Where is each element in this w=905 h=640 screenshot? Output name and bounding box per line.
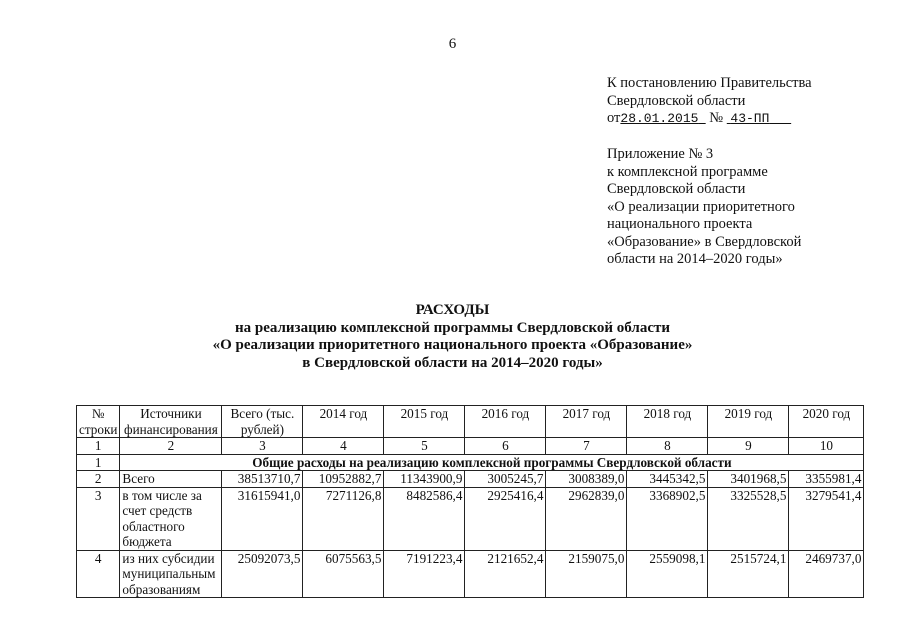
year-cell: 3445342,5 [627,471,708,488]
decree-reference [607,75,812,128]
year-cell: 11343900,9 [384,471,465,488]
year-cell: 2962839,0 [546,487,627,550]
table-row [77,471,864,488]
column-number: 8 [627,438,708,455]
header-cell: 2019 год [708,406,789,438]
total-cell: 38513710,7 [222,471,303,488]
appendix-line: Свердловской области [607,181,746,197]
year-cell: 2159075,0 [546,550,627,598]
funding-source: в том числе за счет средств областного бюджета [120,487,222,550]
appendix-line: «Образование» в Свердловской [607,233,802,250]
decree-line-1: К постановлению Правительства [607,75,812,91]
header-cell: 2016 год [465,406,546,438]
header-cell: 2020 год [789,406,864,438]
total-cell: 31615941,0 [222,487,303,550]
year-cell: 3355981,4 [789,471,864,488]
appendix-line: Приложение № 3 [607,146,714,162]
header-cell: 2017 год [546,406,627,438]
decree-line-2: Свердловской области [607,92,746,109]
section-title: Общие расходы на реализацию комплексной программы Свердловской области [120,454,864,471]
appendix-line: «О реализации приоритетного [607,198,795,215]
table-row [77,487,864,550]
row-number: 2 [77,471,120,488]
section-row [77,454,864,471]
document-title [0,302,905,372]
decree-number: 43-ПП [730,111,770,126]
column-number: 10 [789,438,864,455]
row-number: 4 [77,550,120,598]
header-cell: Источники финансирования [120,406,222,438]
year-cell: 2121652,4 [465,550,546,598]
year-cell: 3401968,5 [708,471,789,488]
appendix-heading [607,146,801,269]
decree-date: 28.01.2015 [620,111,699,126]
header-cell: 2014 год [303,406,384,438]
funding-source: из них субсидии муниципальным образованиям [120,550,222,598]
year-cell: 3279541,4 [789,487,864,550]
header-cell: 2015 год [384,406,465,438]
year-cell: 2469737,0 [789,550,864,598]
appendix-line: национального проекта [607,216,753,232]
page-number: 6 [448,36,457,52]
header-cell: № строки [77,406,120,438]
title-line: на реализацию комплексной программы Свердловской области [234,319,671,336]
title-line: в Свердловской области на 2014–2020 годы» [302,354,603,371]
column-number: 3 [222,438,303,455]
year-cell: 10952882,7 [303,471,384,488]
appendix-line: области на 2014–2020 годы» [607,251,783,267]
funding-source: Всего [120,471,222,488]
column-number: 6 [465,438,546,455]
column-number-row [77,438,864,455]
column-number: 7 [546,438,627,455]
year-cell: 7191223,4 [384,550,465,598]
year-cell: 3368902,5 [627,487,708,550]
year-cell: 8482586,4 [384,487,465,550]
row-number: 1 [77,454,120,471]
year-cell: 3005245,7 [465,471,546,488]
column-number: 4 [303,438,384,455]
header-cell: 2018 год [627,406,708,438]
date-prefix: от [607,110,621,126]
column-number: 1 [77,438,120,455]
table-row [77,550,864,598]
column-number: 9 [708,438,789,455]
expenses-table [76,405,864,598]
year-cell: 7271126,8 [303,487,384,550]
total-cell: 25092073,5 [222,550,303,598]
year-cell: 2925416,4 [465,487,546,550]
year-cell: 3325528,5 [708,487,789,550]
title-line: «О реализации приоритетного национального проекта «Образование» [212,337,693,353]
table-header-row [77,406,864,438]
number-prefix: № [709,110,724,126]
header-cell: Всего (тыс. рублей) [222,406,303,438]
year-cell: 2515724,1 [708,550,789,598]
year-cell: 6075563,5 [303,550,384,598]
appendix-line: к комплексной программе [607,163,768,180]
column-number: 5 [384,438,465,455]
row-number: 3 [77,487,120,550]
year-cell: 2559098,1 [627,550,708,598]
title-line: РАСХОДЫ [415,302,490,318]
year-cell: 3008389,0 [546,471,627,488]
decree-date-line [607,110,812,128]
column-number: 2 [120,438,222,455]
